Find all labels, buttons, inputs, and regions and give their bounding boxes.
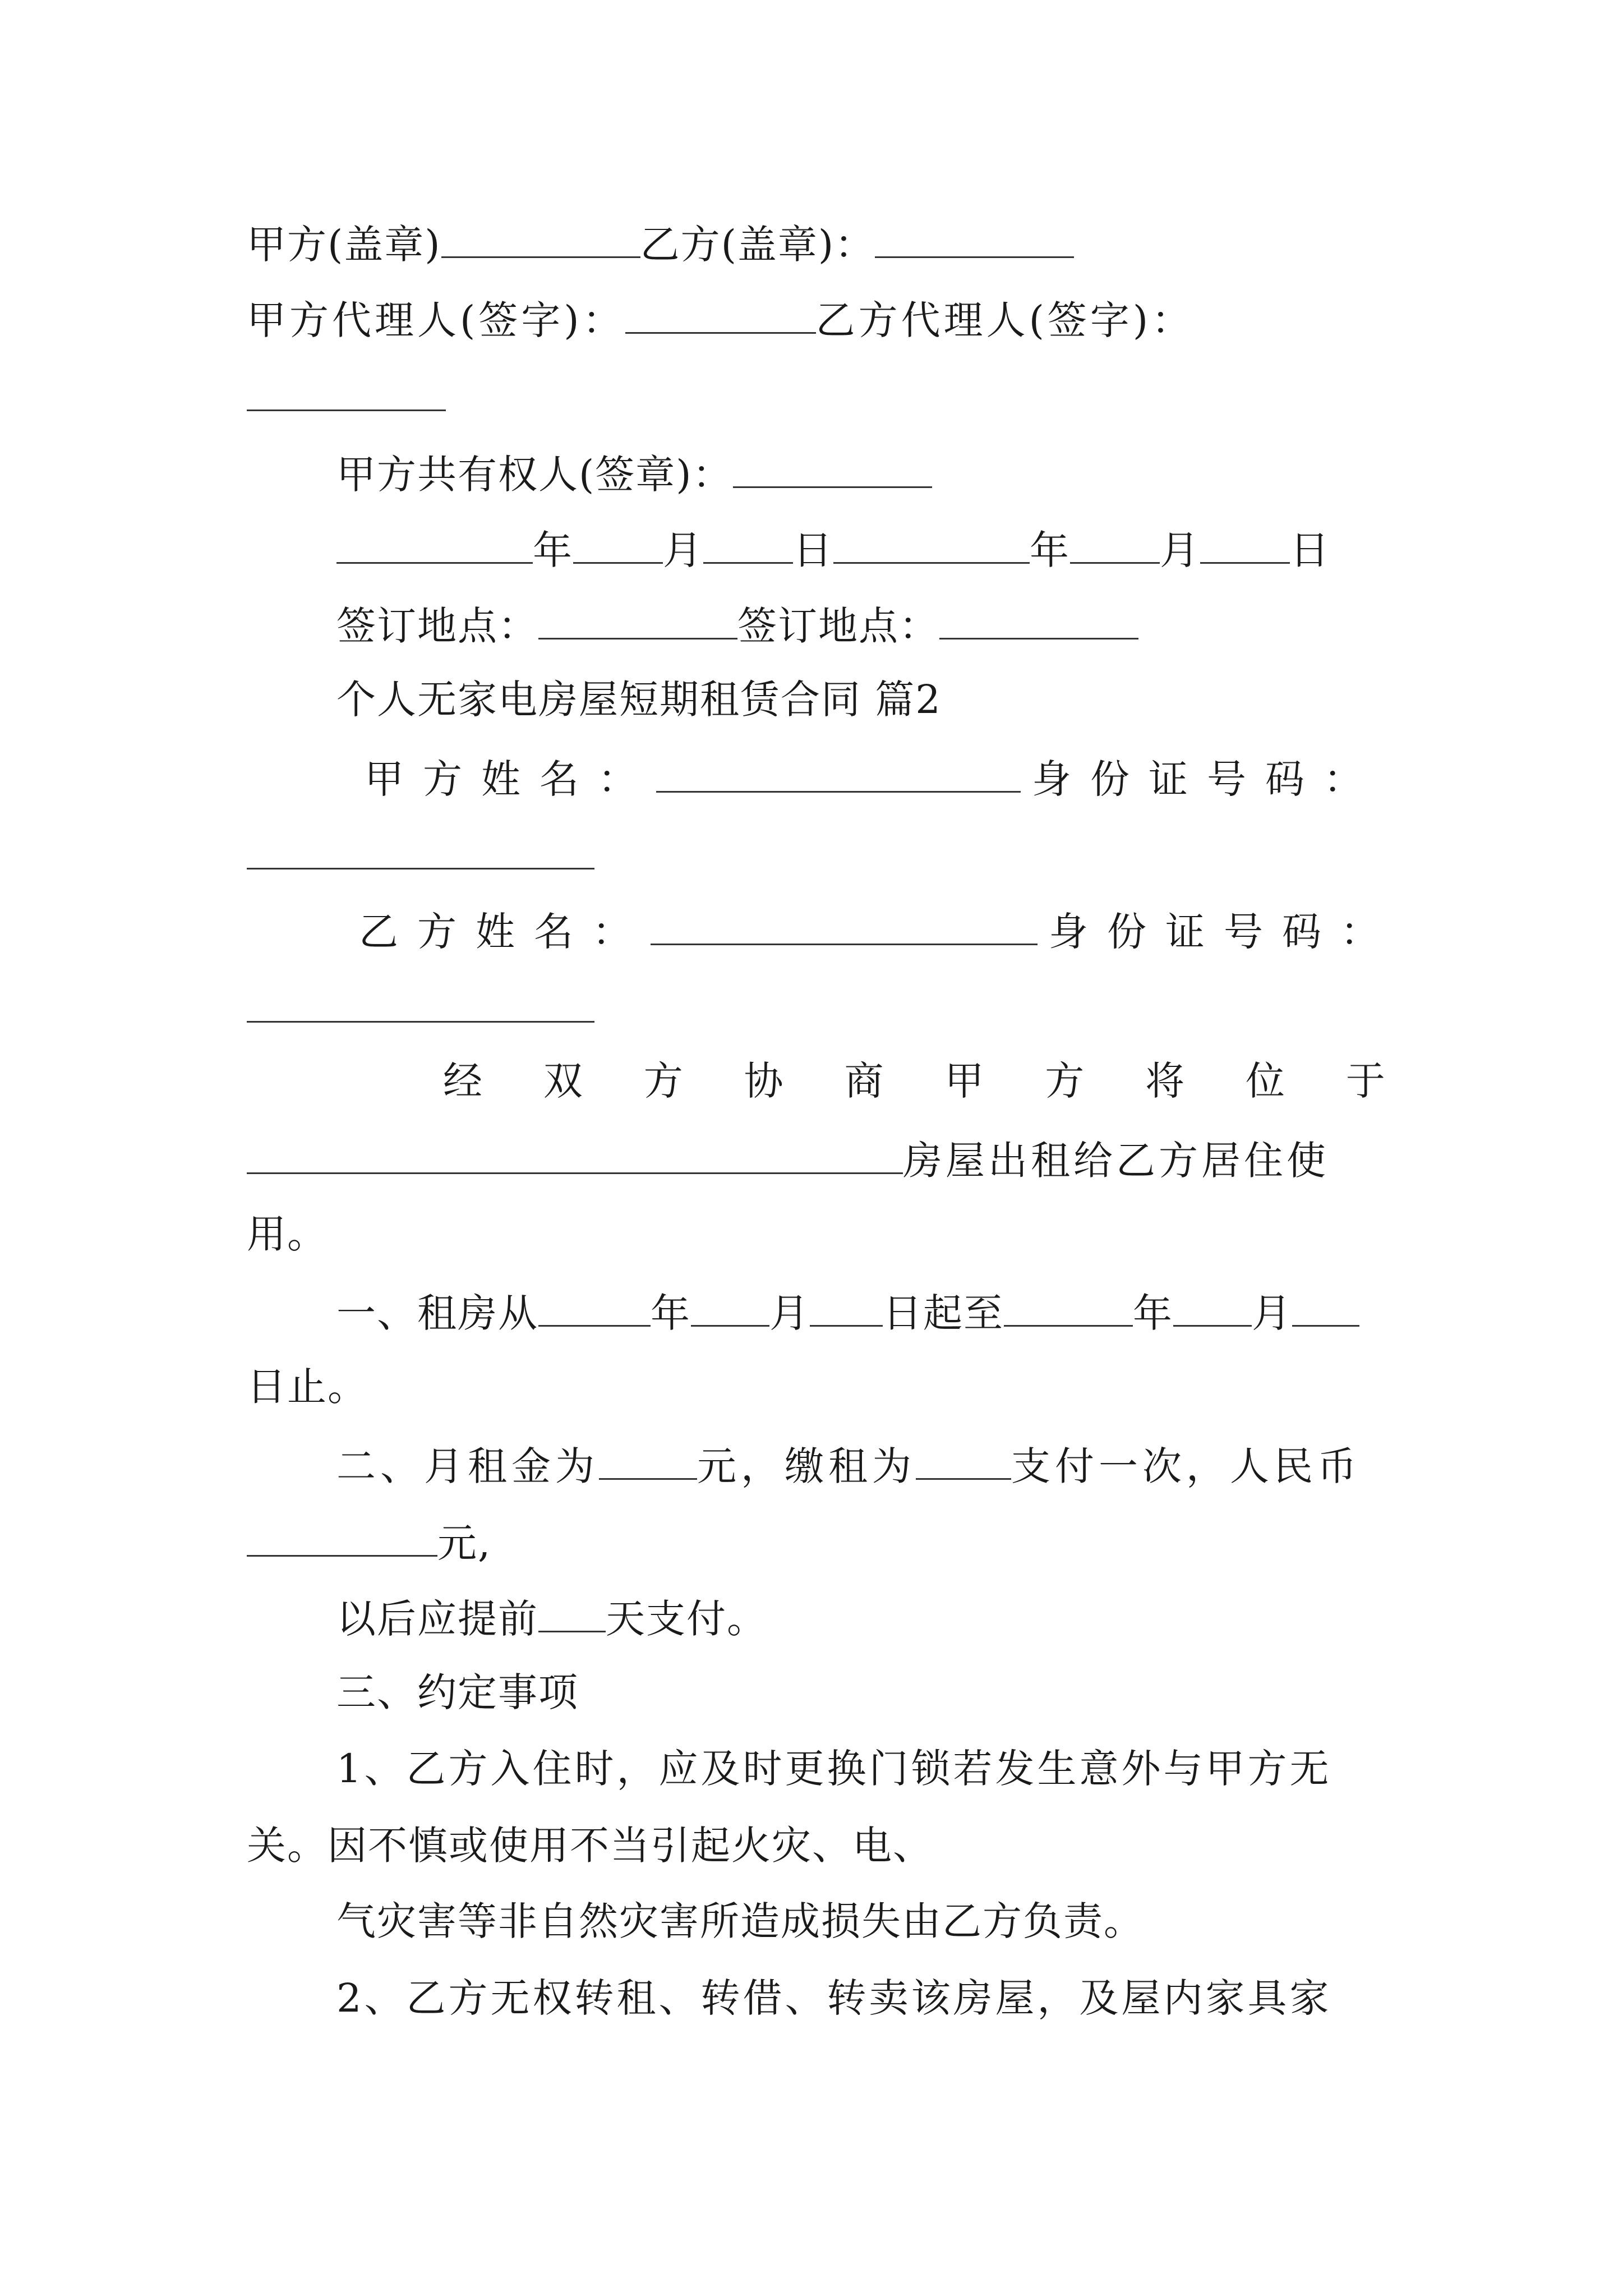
clause-2-rmb-label: 支付一次，人民币: [1011, 1443, 1361, 1489]
party-a-name-label: 甲方姓名：: [365, 756, 656, 802]
intro-char: 将: [1145, 1058, 1185, 1104]
co-owner-line: [247, 452, 1385, 498]
intro-char: 方: [643, 1058, 683, 1104]
agent-b-blank[interactable]: [247, 375, 446, 411]
date-a-day-label: 日: [793, 527, 833, 573]
co-owner-label: 甲方共有权人(签章)：: [336, 452, 733, 498]
rmb-amount-blank[interactable]: [247, 1520, 437, 1557]
clause-3-item-1-text-3: 气灾害等非自然灾害所造成损失由乙方负责。: [336, 1898, 1144, 1944]
party-a-seal-label: 甲方(盖章): [247, 222, 441, 268]
lease-end-day-blank[interactable]: [1292, 1290, 1359, 1327]
place-a-blank[interactable]: [538, 603, 737, 639]
clause-3-title: [247, 1669, 1385, 1715]
lease-end-month-blank[interactable]: [1173, 1290, 1252, 1327]
lease-start-year-blank[interactable]: [538, 1290, 651, 1327]
co-owner-blank[interactable]: [733, 452, 932, 488]
party-a-name-blank[interactable]: [656, 756, 1021, 793]
date-b-year-label: 年: [1030, 527, 1070, 573]
signing-place-line: [247, 603, 1385, 649]
clause-2-advance-label: 以后应提前: [336, 1596, 538, 1642]
clause-2-rent-label: 二、月租金为: [336, 1443, 599, 1489]
clause-3-title-text: 三、约定事项: [336, 1669, 579, 1715]
party-a-id-blank-line: [247, 833, 1385, 876]
clause-1-year: 年: [651, 1290, 691, 1336]
party-b-name-blank[interactable]: [651, 909, 1038, 945]
agent-a-blank[interactable]: [625, 297, 816, 334]
clause-3-item-2-line-1: [247, 1975, 1385, 2021]
date-a-day-blank[interactable]: [703, 527, 793, 564]
intro-char: 于: [1345, 1058, 1385, 1104]
clause-3-item-1-text: 1、乙方入住时，应及时更换门锁若发生意外与甲方无: [336, 1746, 1332, 1792]
property-address-blank[interactable]: [247, 1138, 903, 1174]
date-a-year-blank[interactable]: [336, 527, 533, 564]
party-a-name-line: [247, 756, 1385, 802]
party-b-seal-blank[interactable]: [875, 222, 1074, 258]
date-a-month-label: 月: [663, 527, 703, 573]
agent-b-label: 乙方代理人(签字)：: [815, 297, 1195, 343]
clause-3-item-1-line-2: [247, 1823, 1385, 1869]
clause-3-item-1-text-2: 关。因不慎或使用不当引起火灾、电、: [247, 1823, 933, 1869]
lease-end-year-blank[interactable]: [1004, 1290, 1133, 1327]
clause-2-line-2: [247, 1520, 1385, 1566]
intro-char: 甲: [944, 1058, 984, 1104]
intro-line-2: [247, 1138, 1385, 1184]
clause-1-end-month: 月: [1252, 1290, 1292, 1336]
party-b-seal-label: 乙方(盖章)：: [640, 222, 875, 268]
party-a-id-blank[interactable]: [247, 833, 594, 869]
intro-char: 经: [443, 1058, 482, 1104]
clause-3-item-1-line-1: [247, 1746, 1385, 1792]
section-title: [247, 677, 1385, 723]
party-b-id-label: 身份证号码：: [1049, 909, 1399, 955]
signature-seal-line: [247, 222, 1385, 268]
place-b-blank[interactable]: [939, 603, 1138, 639]
intro-line-3: [247, 1211, 1385, 1257]
party-b-id-blank[interactable]: [247, 986, 594, 1023]
advance-days-blank[interactable]: [538, 1596, 606, 1632]
date-line: [247, 527, 1385, 573]
lease-start-month-blank[interactable]: [691, 1290, 769, 1327]
clause-1-end-text: 日止。: [247, 1364, 368, 1410]
lease-start-day-blank[interactable]: [810, 1290, 883, 1327]
section-title-text: 个人无家电房屋短期租赁合同 篇2: [336, 677, 942, 723]
clause-1-line-1: [247, 1290, 1385, 1336]
date-b-year-blank[interactable]: [833, 527, 1030, 564]
payment-period-blank[interactable]: [916, 1443, 1011, 1480]
clause-2-yuan: 元,: [437, 1520, 492, 1566]
agent-signature-line: [247, 297, 1385, 343]
agent-b-blank-line: [247, 375, 1385, 417]
agent-a-label: 甲方代理人(签字)：: [247, 297, 625, 343]
intro-char: 方: [1045, 1058, 1085, 1104]
clause-3-item-2-text: 2、乙方无权转租、转借、转卖该房屋，及屋内家具家: [336, 1975, 1332, 2021]
clause-3-item-1-line-3: [247, 1898, 1385, 1944]
intro-line-1: [443, 1058, 1385, 1104]
party-a-id-label: 身份证号码：: [1032, 756, 1382, 802]
clause-2-advance-text: 天支付。: [606, 1596, 767, 1642]
clause-2-line-3: [247, 1596, 1385, 1642]
date-a-year-label: 年: [533, 527, 573, 573]
party-b-name-line: [247, 909, 1399, 955]
clause-1-month: 月: [769, 1290, 810, 1336]
place-b-label: 签订地点：: [737, 603, 939, 649]
intro-char: 协: [744, 1058, 783, 1104]
date-b-day-blank[interactable]: [1200, 527, 1290, 564]
party-b-id-blank-line: [247, 986, 1385, 1029]
intro-line-3-text: 用。: [247, 1211, 328, 1257]
intro-char: 商: [844, 1058, 884, 1104]
clause-1-end-year: 年: [1133, 1290, 1173, 1336]
clause-1-line-2: [247, 1364, 1385, 1410]
clause-1-until: 日起至: [883, 1290, 1004, 1336]
monthly-rent-blank[interactable]: [599, 1443, 697, 1480]
clause-1-text: 一、租房从: [336, 1290, 538, 1336]
clause-2-payment-label: 元，缴租为: [697, 1443, 916, 1489]
party-b-name-label: 乙方姓名：: [359, 909, 651, 955]
intro-line-2-text: 房屋出租给乙方居住使: [903, 1138, 1329, 1184]
clause-2-line-1: [247, 1443, 1385, 1489]
date-b-month-blank[interactable]: [1070, 527, 1160, 564]
party-a-seal-blank[interactable]: [441, 222, 640, 258]
intro-char: 双: [543, 1058, 583, 1104]
date-b-month-label: 月: [1160, 527, 1200, 573]
place-a-label: 签订地点：: [336, 603, 538, 649]
date-a-month-blank[interactable]: [573, 527, 663, 564]
intro-char: 位: [1246, 1058, 1285, 1104]
date-b-day-label: 日: [1290, 527, 1330, 573]
